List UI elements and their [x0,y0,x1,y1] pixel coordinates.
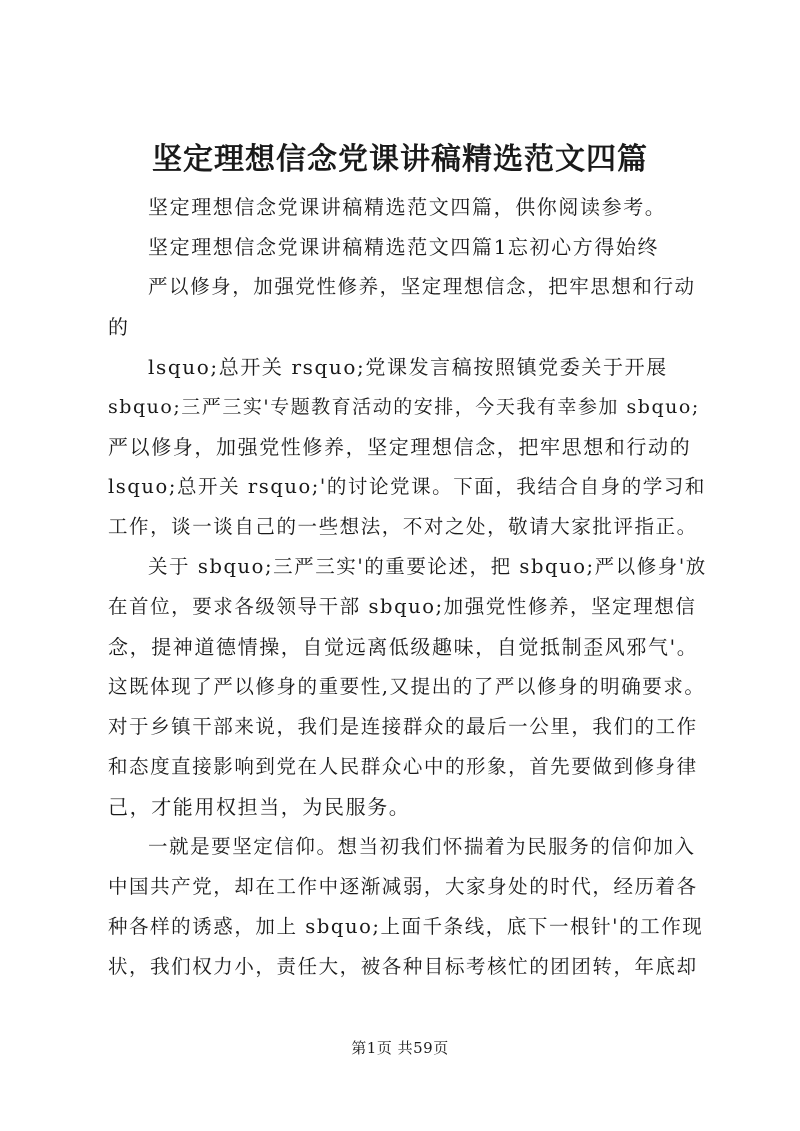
paragraph-line: 在首位，要求各级领导干部 sbquo;加强党性修养，坚定理想信 [108,595,697,618]
paragraph-line: 中国共产党，却在工作中逐渐减弱，大家身处的时代，经历着各 [108,875,698,898]
paragraph-line: 状，我们权力小，责任大，被各种目标考核忙的团团转，年底却 [108,955,698,978]
paragraph-line: 对于乡镇干部来说，我们是连接群众的最后一公里，我们的工作 [108,715,698,738]
document-title: 坚定理想信念党课讲稿精选范文四篇 [152,142,648,177]
paragraph-line: 念，提神道德情操，自觉远离低级趣味，自觉抵制歪风邪气'。 [108,635,699,659]
paragraph-line: 的 [108,315,130,339]
paragraph-line: 一就是要坚定信仰。想当初我们怀揣着为民服务的信仰加入 [148,835,696,858]
paragraph-line: 这既体现了严以修身的重要性,又提出的了严以修身的明确要求。 [108,675,706,698]
paragraph-line: sbquo;三严三实'专题教育活动的安排，今天我有幸参加 sbquo; [108,396,700,418]
paragraph-line: 严以修身，加强党性修养，坚定理想信念，把牢思想和行动 [148,275,696,298]
page-number-footer: 第1页 共59页 [351,1039,449,1057]
paragraph-line: 工作，谈一谈自己的一些想法，不对之处，敬请大家批评指正。 [108,515,698,538]
paragraph-line: lsquo;总开关 rsquo;'的讨论党课。下面，我结合自身的学习和 [108,475,706,498]
paragraph-line: 己，才能用权担当，为民服务。 [108,795,411,819]
paragraph-line: 严以修身，加强党性修养，坚定理想信念，把牢思想和行动的 [108,435,692,459]
paragraph-line: 和态度直接影响到党在人民群众心中的形象，首先要做到修身律 [108,755,698,778]
paragraph-line: lsquo;总开关 rsquo;党课发言稿按照镇党委关于开展 [148,355,668,379]
paragraph-line: 坚定理想信念党课讲稿精选范文四篇1忘初心方得始终 [148,235,660,259]
paragraph-line: 种各样的诱惑，加上 sbquo;上面千条线，底下一根针'的工作现 [108,915,704,938]
paragraph-line: 关于 sbquo;三严三实'的重要论述，把 sbquo;严以修身'放 [148,555,707,578]
paragraph-line: 坚定理想信念党课讲稿精选范文四篇，供你阅读参考。 [148,195,667,219]
